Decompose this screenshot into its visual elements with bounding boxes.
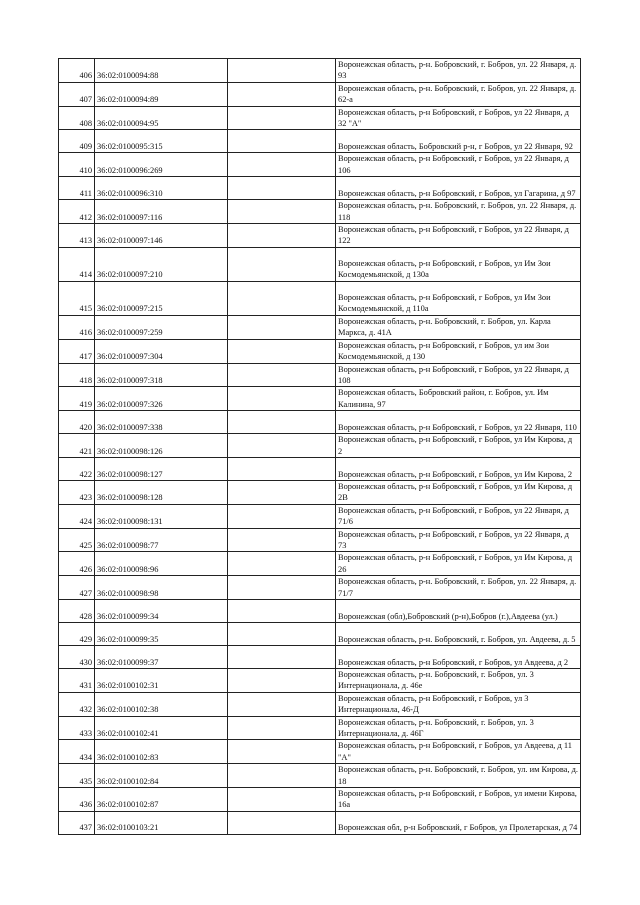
row-number: 422 <box>59 457 95 480</box>
empty-cell <box>228 130 336 153</box>
address: Воронежская (обл),Бобровский (р-н),Бобров (г.),Авдеева (ул.) <box>336 600 581 623</box>
cadastral-number: 36:02:0100099:35 <box>95 623 228 646</box>
table-row <box>59 177 581 200</box>
empty-cell <box>228 811 336 834</box>
empty-cell <box>228 224 336 248</box>
row-number: 432 <box>59 692 95 716</box>
address: Воронежская область, р-н. Бобровский, г. Бобров, ул. 3 Интернационала, д. 46Г <box>336 716 581 740</box>
address: Воронежская область, р-н. Бобровский, г. Бобров, ул. 22 Января, д. 93 <box>336 59 581 83</box>
address: Воронежская область, р-н. Бобровский, г. Бобров, ул. 22 Января, д. 118 <box>336 200 581 224</box>
address: Воронежская область, р-н. Бобровский, г. Бобров, ул. Карла Маркса, д. 41А <box>336 315 581 339</box>
empty-cell <box>228 788 336 812</box>
address: Воронежская область, р-н Бобровский, г Бобров, ул Им Кирова, д 26 <box>336 552 581 576</box>
row-number: 413 <box>59 224 95 248</box>
empty-cell <box>228 528 336 552</box>
address: Воронежская область, р-н Бобровский, г Бобров, ул 22 Января, д 32 "А" <box>336 106 581 130</box>
row-number: 423 <box>59 480 95 504</box>
cadastral-number: 36:02:0100102:31 <box>95 669 228 693</box>
table-row <box>59 387 581 411</box>
table-row <box>59 106 581 130</box>
row-number: 412 <box>59 200 95 224</box>
empty-cell <box>228 576 336 600</box>
address: Воронежская область, р-н Бобровский, г Бобров, ул Им Кирова, д 2 <box>336 434 581 458</box>
empty-cell <box>228 247 336 281</box>
cadastral-number: 36:02:0100097:215 <box>95 281 228 315</box>
cadastral-number: 36:02:0100099:37 <box>95 646 228 669</box>
cadastral-number: 36:02:0100102:38 <box>95 692 228 716</box>
table-row <box>59 576 581 600</box>
empty-cell <box>228 82 336 106</box>
cadastral-number: 36:02:0100094:88 <box>95 59 228 83</box>
address: Воронежская область, р-н Бобровский, г Бобров, ул Гагарина, д 97 <box>336 177 581 200</box>
address: Воронежская область, р-н. Бобровский, г. Бобров, ул. 22 Января, д. 71/7 <box>336 576 581 600</box>
address: Воронежская область, р-н Бобровский, г Бобров, ул 22 Января, 110 <box>336 411 581 434</box>
empty-cell <box>228 339 336 363</box>
empty-cell <box>228 646 336 669</box>
table-row <box>59 363 581 387</box>
cadastral-number: 36:02:0100098:128 <box>95 480 228 504</box>
row-number: 416 <box>59 315 95 339</box>
empty-cell <box>228 480 336 504</box>
cadastral-number: 36:02:0100096:310 <box>95 177 228 200</box>
address: Воронежская область, р-н. Бобровский, г. Бобров, ул. Авдеева, д. 5 <box>336 623 581 646</box>
empty-cell <box>228 200 336 224</box>
cadastral-number: 36:02:0100098:98 <box>95 576 228 600</box>
row-number: 426 <box>59 552 95 576</box>
table-row <box>59 552 581 576</box>
cadastral-number: 36:02:0100099:34 <box>95 600 228 623</box>
empty-cell <box>228 669 336 693</box>
row-number: 417 <box>59 339 95 363</box>
table-row <box>59 59 581 83</box>
row-number: 411 <box>59 177 95 200</box>
table-row <box>59 457 581 480</box>
row-number: 427 <box>59 576 95 600</box>
row-number: 420 <box>59 411 95 434</box>
row-number: 415 <box>59 281 95 315</box>
row-number: 428 <box>59 600 95 623</box>
row-number: 425 <box>59 528 95 552</box>
cadastral-number: 36:02:0100097:116 <box>95 200 228 224</box>
cadastral-number: 36:02:0100097:338 <box>95 411 228 434</box>
empty-cell <box>228 692 336 716</box>
cadastral-number: 36:02:0100097:318 <box>95 363 228 387</box>
cadastral-number: 36:02:0100095:315 <box>95 130 228 153</box>
table-row <box>59 480 581 504</box>
address: Воронежская область, Бобровский район, г. Бобров, ул. Им Калинина, 97 <box>336 387 581 411</box>
row-number: 407 <box>59 82 95 106</box>
property-table <box>58 58 581 835</box>
table-row <box>59 740 581 764</box>
table-row <box>59 200 581 224</box>
row-number: 437 <box>59 811 95 834</box>
cadastral-number: 36:02:0100098:126 <box>95 434 228 458</box>
row-number: 408 <box>59 106 95 130</box>
cadastral-number: 36:02:0100102:83 <box>95 740 228 764</box>
row-number: 419 <box>59 387 95 411</box>
address: Воронежская область, р-н Бобровский, г Бобров, ул Авдеева, д 11 "А" <box>336 740 581 764</box>
address: Воронежская область, р-н. Бобровский, г. Бобров, ул. им Кирова, д. 18 <box>336 764 581 788</box>
table-row <box>59 339 581 363</box>
address: Воронежская область, р-н Бобровский, г Бобров, ул Им Зои Космодемьянской, д 110а <box>336 281 581 315</box>
cadastral-number: 36:02:0100096:269 <box>95 153 228 177</box>
address: Воронежская область, р-н Бобровский, г Бобров, ул 22 Января, д 122 <box>336 224 581 248</box>
cadastral-number: 36:02:0100098:131 <box>95 504 228 528</box>
row-number: 424 <box>59 504 95 528</box>
address: Воронежская область, Бобровский р-н, г Бобров, ул 22 Января, 92 <box>336 130 581 153</box>
empty-cell <box>228 411 336 434</box>
table-row <box>59 623 581 646</box>
table-body <box>59 59 581 835</box>
empty-cell <box>228 716 336 740</box>
table-row <box>59 600 581 623</box>
address: Воронежская область, р-н Бобровский, г Бобров, ул Авдеева, д 2 <box>336 646 581 669</box>
table-row <box>59 811 581 834</box>
cadastral-number: 36:02:0100097:146 <box>95 224 228 248</box>
empty-cell <box>228 106 336 130</box>
cadastral-number: 36:02:0100098:127 <box>95 457 228 480</box>
address: Воронежская область, р-н Бобровский, г Бобров, ул им Зои Космодемьянской, д 130 <box>336 339 581 363</box>
empty-cell <box>228 387 336 411</box>
table-row <box>59 411 581 434</box>
row-number: 410 <box>59 153 95 177</box>
address: Воронежская область, р-н. Бобровский, г. Бобров, ул. 22 Января, д. 62-а <box>336 82 581 106</box>
empty-cell <box>228 59 336 83</box>
cadastral-number: 36:02:0100097:326 <box>95 387 228 411</box>
cadastral-number: 36:02:0100098:96 <box>95 552 228 576</box>
cadastral-number: 36:02:0100097:304 <box>95 339 228 363</box>
table-row <box>59 82 581 106</box>
address: Воронежская область, р-н Бобровский, г Бобров, ул имени Кирова, 16а <box>336 788 581 812</box>
cadastral-number: 36:02:0100094:89 <box>95 82 228 106</box>
cadastral-number: 36:02:0100102:87 <box>95 788 228 812</box>
address: Воронежская область, р-н Бобровский, г Бобров, ул Им Зои Космодемьянской, д 130а <box>336 247 581 281</box>
address: Воронежская обл, р-н Бобровский, г Бобров, ул Пролетарская, д 74 <box>336 811 581 834</box>
row-number: 431 <box>59 669 95 693</box>
empty-cell <box>228 315 336 339</box>
row-number: 421 <box>59 434 95 458</box>
table-row <box>59 764 581 788</box>
empty-cell <box>228 457 336 480</box>
table-row <box>59 716 581 740</box>
row-number: 435 <box>59 764 95 788</box>
address: Воронежская область, р-н Бобровский, г Бобров, ул Им Кирова, 2 <box>336 457 581 480</box>
table-row <box>59 434 581 458</box>
row-number: 430 <box>59 646 95 669</box>
empty-cell <box>228 552 336 576</box>
cadastral-number: 36:02:0100094:95 <box>95 106 228 130</box>
table-row <box>59 281 581 315</box>
row-number: 433 <box>59 716 95 740</box>
empty-cell <box>228 504 336 528</box>
table-row <box>59 788 581 812</box>
empty-cell <box>228 740 336 764</box>
empty-cell <box>228 363 336 387</box>
table-row <box>59 224 581 248</box>
empty-cell <box>228 623 336 646</box>
cadastral-number: 36:02:0100097:259 <box>95 315 228 339</box>
table-row <box>59 504 581 528</box>
row-number: 406 <box>59 59 95 83</box>
row-number: 436 <box>59 788 95 812</box>
address: Воронежская область, р-н Бобровский, г Бобров, ул 22 Января, д 108 <box>336 363 581 387</box>
row-number: 434 <box>59 740 95 764</box>
table-row <box>59 692 581 716</box>
table-row <box>59 315 581 339</box>
empty-cell <box>228 764 336 788</box>
table-row <box>59 646 581 669</box>
table-row <box>59 247 581 281</box>
address: Воронежская область, р-н Бобровский, г Бобров, ул 22 Января, д 73 <box>336 528 581 552</box>
address: Воронежская область, р-н Бобровский, г Бобров, ул 3 Интернационала, 46-Д <box>336 692 581 716</box>
cadastral-number: 36:02:0100103:21 <box>95 811 228 834</box>
table-row <box>59 130 581 153</box>
cadastral-number: 36:02:0100098:77 <box>95 528 228 552</box>
empty-cell <box>228 281 336 315</box>
row-number: 418 <box>59 363 95 387</box>
address: Воронежская область, р-н Бобровский, г Бобров, ул 22 Января, д 106 <box>336 153 581 177</box>
empty-cell <box>228 600 336 623</box>
row-number: 414 <box>59 247 95 281</box>
address: Воронежская область, р-н Бобровский, г Бобров, ул 22 Января, д 71/6 <box>336 504 581 528</box>
row-number: 429 <box>59 623 95 646</box>
cadastral-number: 36:02:0100097:210 <box>95 247 228 281</box>
empty-cell <box>228 177 336 200</box>
empty-cell <box>228 153 336 177</box>
cadastral-number: 36:02:0100102:84 <box>95 764 228 788</box>
cadastral-number: 36:02:0100102:41 <box>95 716 228 740</box>
empty-cell <box>228 434 336 458</box>
table-row <box>59 153 581 177</box>
table-row <box>59 669 581 693</box>
address: Воронежская область, р-н. Бобровский, г. Бобров, ул. 3 Интернационала, д. 46е <box>336 669 581 693</box>
table-row <box>59 528 581 552</box>
row-number: 409 <box>59 130 95 153</box>
address: Воронежская область, р-н Бобровский, г Бобров, ул Им Кирова, д 2В <box>336 480 581 504</box>
